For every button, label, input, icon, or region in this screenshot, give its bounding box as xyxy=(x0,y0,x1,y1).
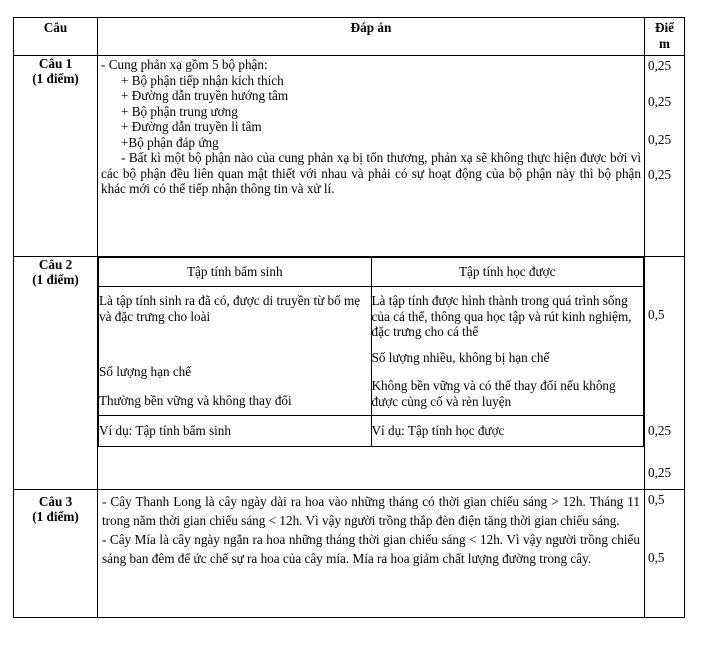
question-3-points-total: (1 điểm) xyxy=(32,509,79,524)
question-2-points xyxy=(645,257,685,490)
question-2-answer xyxy=(98,257,645,490)
comparison-example-row xyxy=(99,416,644,447)
question-2-label xyxy=(14,257,98,490)
q3-point-2: 0,5 xyxy=(648,550,665,565)
q1-line-5: +Bộ phận đáp ứng xyxy=(121,134,219,150)
q1-line-1: + Bộ phận tiếp nhận kích thích xyxy=(121,72,284,88)
header-cau: Câu xyxy=(14,18,98,56)
q2-point-2: 0,25 xyxy=(648,423,672,438)
q2-point-3: 0,25 xyxy=(648,465,672,480)
header-diem-line1: Điể xyxy=(654,20,675,35)
q1-point-3: 0,25 xyxy=(648,132,672,147)
q2-right-1: Là tập tính được hình thành trong quá trình sống của cá thể, thông qua học tập và rút kinh nghiệm, đặc trưng cho cá thể xyxy=(371,293,632,339)
q1-line-2: + Đường dẫn truyền hướng tâm xyxy=(121,88,289,103)
comparison-header xyxy=(99,258,644,287)
question-1-row xyxy=(14,56,685,257)
question-2-row xyxy=(14,257,685,490)
comparison-table xyxy=(98,257,644,447)
answer-table xyxy=(13,17,685,618)
answer-key-page xyxy=(13,17,685,618)
q2-right-2: Số lượng nhiều, không bị hạn chế xyxy=(371,349,550,365)
q2-right-3: Không bền vững và có thể thay đổi nếu không được củng cố và rèn luyện xyxy=(371,378,616,409)
comparison-cell-innate xyxy=(99,287,372,416)
q2-point-1: 0,5 xyxy=(648,307,665,322)
q1-paragraph: - Bất kì một bộ phận nào của cung phản xạ bị tổn thương, phản xạ sẽ không thực hiện được bởi vì các bộ phận đều liên quan mật thiết với nhau và phải có sự hoạt động của bộ phận này thì bộ phận khác mới có thể tiếp nhận thông tin và xử lí. xyxy=(101,150,641,196)
header-diem xyxy=(645,18,685,56)
question-1-answer xyxy=(98,56,645,257)
q1-point-1: 0,25 xyxy=(648,58,672,73)
comparison-row xyxy=(99,287,644,416)
question-3-row xyxy=(14,490,685,618)
q2-example-learned: Ví dụ: Tập tính học được xyxy=(371,416,644,447)
q2-left-2: Số lượng hạn chế xyxy=(99,364,192,379)
q3-paragraph-2: - Cây Mía là cây ngày ngắn ra hoa những tháng thời gian chiếu sáng < 12h. Vì vậy người trồng chiếu sáng ban đêm để ức chế sự ra hoa của cây mía. Mía ra hoa giảm chất lượng đường trong cây. xyxy=(102,532,640,566)
question-2-title: Câu 2 xyxy=(38,257,73,272)
question-1-points xyxy=(645,56,685,257)
question-3-title: Câu 3 xyxy=(38,494,73,509)
q2-example-innate: Ví dụ: Tập tính bẩm sinh xyxy=(99,416,372,447)
comparison-col-learned: Tập tính học được xyxy=(371,258,644,287)
comparison-col-innate: Tập tính bẩm sinh xyxy=(99,258,372,287)
header-diem-line2: m xyxy=(659,36,670,51)
question-3-answer xyxy=(98,490,645,618)
q3-point-1: 0,5 xyxy=(648,492,665,507)
q1-line-4: + Đường dẫn truyền li tâm xyxy=(121,119,262,134)
comparison-cell-learned xyxy=(371,287,644,416)
header-row xyxy=(14,18,685,56)
question-3-label xyxy=(14,490,98,618)
q2-left-3: Thường bền vững và không thay đổi xyxy=(99,392,292,408)
q2-left-1: Là tập tính sinh ra đã có, được di truyền từ bố mẹ và đặc trưng cho loài xyxy=(99,293,361,324)
q1-point-2: 0,25 xyxy=(648,94,672,109)
q1-line-intro: - Cung phản xạ gồm 5 bộ phận: xyxy=(101,57,268,72)
question-1-title: Câu 1 xyxy=(38,56,73,71)
header-dap-an: Đáp án xyxy=(98,18,645,56)
question-3-points xyxy=(645,490,685,618)
q1-line-3: + Bộ phận trung ương xyxy=(121,103,238,119)
question-1-label xyxy=(14,56,98,257)
q1-point-4: 0,25 xyxy=(648,167,672,182)
question-1-points-total: (1 điểm) xyxy=(32,71,79,86)
q3-paragraph-1: - Cây Thanh Long là cây ngày dài ra hoa vào những tháng có thời gian chiếu sáng > 12h. Tháng 11 trong năm thời gian chiếu sáng < 12h. Vì vậy người trồng thắp đèn điện tăng thời gian chiếu sáng. xyxy=(102,494,640,528)
question-2-points-total: (1 điểm) xyxy=(32,272,79,287)
